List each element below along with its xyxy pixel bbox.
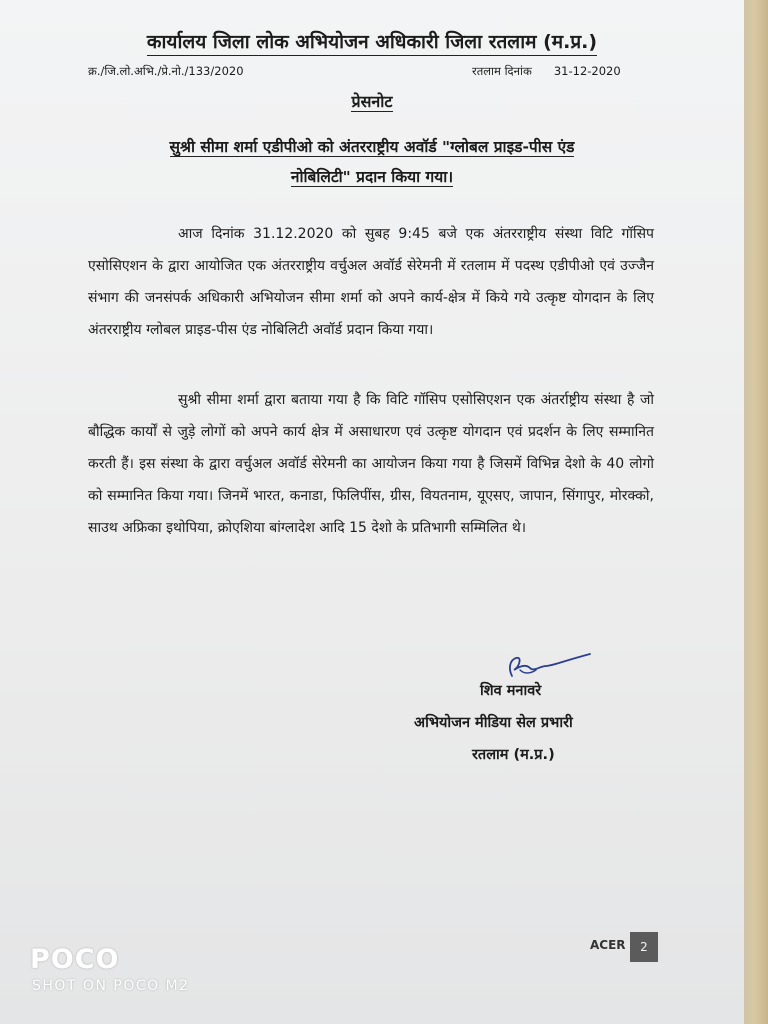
signatory-place: रतलाम (म.प्र.) xyxy=(472,747,555,763)
page-number-badge: 2 xyxy=(630,932,658,962)
date-label: रतलाम दिनांक xyxy=(472,64,532,78)
press-note-title: प्रेसनोट xyxy=(351,92,393,111)
signatory-name: शिव मनावरे xyxy=(480,683,542,699)
camera-watermark-brand: POCO xyxy=(30,944,120,975)
subject-heading xyxy=(92,132,652,192)
camera-watermark-caption: SHOT ON POCO M2 xyxy=(32,978,190,994)
stamp-label: ACER xyxy=(590,938,626,952)
reference-number: क्र./जि.लो.अभि./प्रे.नो./133/2020 xyxy=(88,64,244,78)
issue-date xyxy=(472,64,621,79)
body-paragraph-1: आज दिनांक 31.12.2020 को सुबह 9:45 बजे एक अंतरराष्ट्रीय संस्था विटि गॉसिप एसोसिएशन के द्वारा आयोजित एक अंतरराष्ट्रीय वर्चुअल अवॉर्ड सेरेमनी में रतलाम में पदस्थ एडीपीओ एवं उज्जैन संभाग की जनसंपर्क अधिकारी अभियोजन सीमा शर्मा को अपने कार्य-क्षेत्र में किये गये उत्कृष्ट योगदान के लिए अंतरराष्ट्रीय ग्लोबल प्राइड-पीस एंड नोबिलिटी अवॉर्ड प्रदान किया गया। xyxy=(88,226,654,338)
body-paragraph-2: सुश्री सीमा शर्मा द्वारा बताया गया है कि विटि गॉसिप एसोसिएशन एक अंतर्राष्ट्रीय संस्था है जो बौद्धिक कार्यों से जुड़े लोगों को अपने कार्य क्षेत्र में असाधारण एवं उत्कृष्ट योगदान एवं प्रदर्शन के लिए सम्मानित करती हैं। इस संस्था के द्वारा वर्चुअल अवॉर्ड सेरेमनी का आयोजन किया गया है जिसमें विभिन्न देशो के 40 लोगो को सम्मानित किया गया। जिनमें भारत, कनाडा, फिलिपींस, ग्रीस, वियतनाम, यूएसए, जापान, सिंगापुर, मोरक्को, साउथ अफ्रिका इथोपिया, क्रोएशिया बांग्लादेश आदि 15 देशो के प्रतिभागी सम्मिलित थे। xyxy=(88,392,654,536)
office-title: कार्यालय जिला लोक अभियोजन अधिकारी जिला रतलाम (म.प्र.) xyxy=(0,28,744,54)
background-edge xyxy=(744,0,768,1024)
signatory-designation: अभियोजन मीडिया सेल प्रभारी xyxy=(414,715,573,731)
date-value: 31-12-2020 xyxy=(553,64,621,78)
subject-line-1: सुश्री सीमा शर्मा एडीपीओ को अंतरराष्ट्रीय अवॉर्ड "ग्लोबल प्राइड-पीस एंड xyxy=(169,138,575,156)
subject-line-2: नोबिलिटी" प्रदान किया गया। xyxy=(290,168,454,186)
